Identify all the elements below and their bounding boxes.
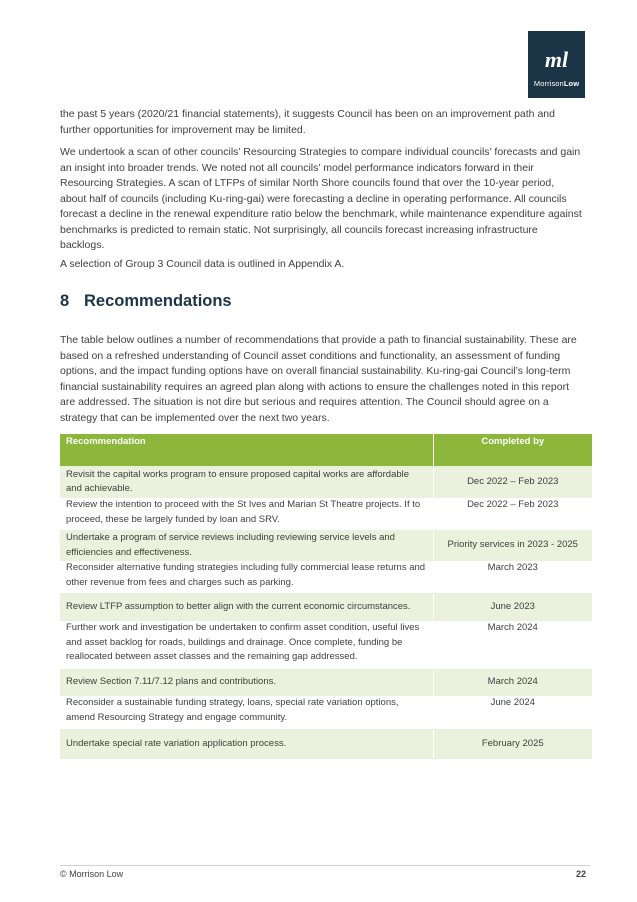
recommendations-table [60, 434, 592, 759]
recommendation-cell: Reconsider alternative funding strategies including fully commercial lease returns and other revenue from fees and charges such as parking. [66, 562, 426, 588]
recommendation-cell: Revisit the capital works program to ensure proposed capital works are affordable and achievable. [60, 466, 433, 498]
paragraph-improvement-path: the past 5 years (2020/21 financial statements), it suggests Council has been on an improvement path and further opportunities for improvement may be limited. [60, 108, 555, 136]
section-title: Recommendations [84, 292, 232, 310]
intro-paragraph: The table below outlines a number of recommendations that provide a path to financial sustainability. These are based on a refreshed understanding of Council asset conditions and functionality, an assessment of funding options, and the impact funding options have on overall financial sustainability. Ku-ring-gai Council’s long-term financial sustainability requires an agreed plan along with actions to ensure the challenges noted in this report are addressed. The situation is not dire but serious and requires attention. The Council should agree on a strategy that can be implemented over the next two years. [60, 334, 577, 424]
table-header-row [60, 434, 592, 466]
recommendation-cell: Undertake special rate variation application process. [60, 729, 433, 759]
table-row [60, 530, 592, 561]
completed-by-cell: March 2024 [433, 669, 592, 696]
table-row [60, 669, 592, 696]
paragraph-resourcing-scan: We undertook a scan of other councils’ Resourcing Strategies to compare individual councils’ forecasts and gain an insight into broader trends. We noted not all councils’ model performance indicators forward in their Resourcing Strategies. A scan of LTFPs of similar North Shore councils found that over the 10-year period, about half of councils (including Ku-ring-gai) were forecasting a decline in operating performance. All councils forecast a decline in the renewal expenditure ratio below the benchmark, while maintenance expenditure against benchmarks is predicted to remain static. Not surprisingly, all councils forecast increasing infrastructure backlogs. [60, 146, 582, 251]
completed-by-cell: Priority services in 2023 - 2025 [433, 530, 592, 561]
page-number: 22 [575, 869, 586, 879]
ml-monogram-icon [528, 31, 585, 79]
completed-by-cell: Dec 2022 – Feb 2023 [433, 466, 592, 498]
table-row [60, 729, 592, 759]
paragraph-appendix-ref: A selection of Group 3 Council data is outlined in Appendix A. [60, 258, 345, 270]
header-completed-by: Completed by [433, 434, 592, 466]
table-row [60, 593, 592, 621]
table-row [60, 498, 592, 530]
recommendation-cell: Review Section 7.11/7.12 plans and contributions. [60, 669, 433, 696]
completed-by-cell: June 2024 [433, 696, 592, 729]
completed-by-cell: March 2023 [433, 561, 592, 593]
svg-text:ml: ml [544, 47, 569, 72]
table-row [60, 561, 592, 593]
header-recommendation: Recommendation [60, 434, 433, 466]
recommendation-cell: Review the intention to proceed with the St Ives and Marian St Theatre projects. If to proceed, these be largely funded by loan and SRV. [66, 499, 421, 525]
morrison-low-logo [528, 31, 585, 98]
footer-copyright: © Morrison Low [60, 869, 124, 879]
completed-by-cell: March 2024 [433, 621, 592, 669]
recommendation-cell: Review LTFP assumption to better align with the current economic circumstances. [60, 593, 433, 621]
footer-divider [60, 865, 590, 866]
completed-by-cell: June 2023 [433, 593, 592, 621]
table-row [60, 466, 592, 498]
recommendation-cell: Reconsider a sustainable funding strategy, loans, special rate variation options, amend Resourcing Strategy and engage community. [66, 697, 399, 723]
recommendation-cell: Undertake a program of service reviews including reviewing service levels and efficiencies and effectiveness. [60, 530, 433, 561]
section-number: 8 [60, 292, 70, 310]
table-row [60, 696, 592, 729]
table-row [60, 621, 592, 669]
completed-by-cell: Dec 2022 – Feb 2023 [433, 498, 592, 530]
section-heading [60, 292, 232, 311]
recommendation-cell: Further work and investigation be undertaken to confirm asset condition, useful lives and asset backlog for roads, buildings and drainage. Once complete, funding be reallocated between asset classes and the remaining gap addressed. [66, 622, 420, 662]
completed-by-cell: February 2025 [433, 729, 592, 759]
logo-wordmark: MorrisonLow [533, 79, 580, 88]
